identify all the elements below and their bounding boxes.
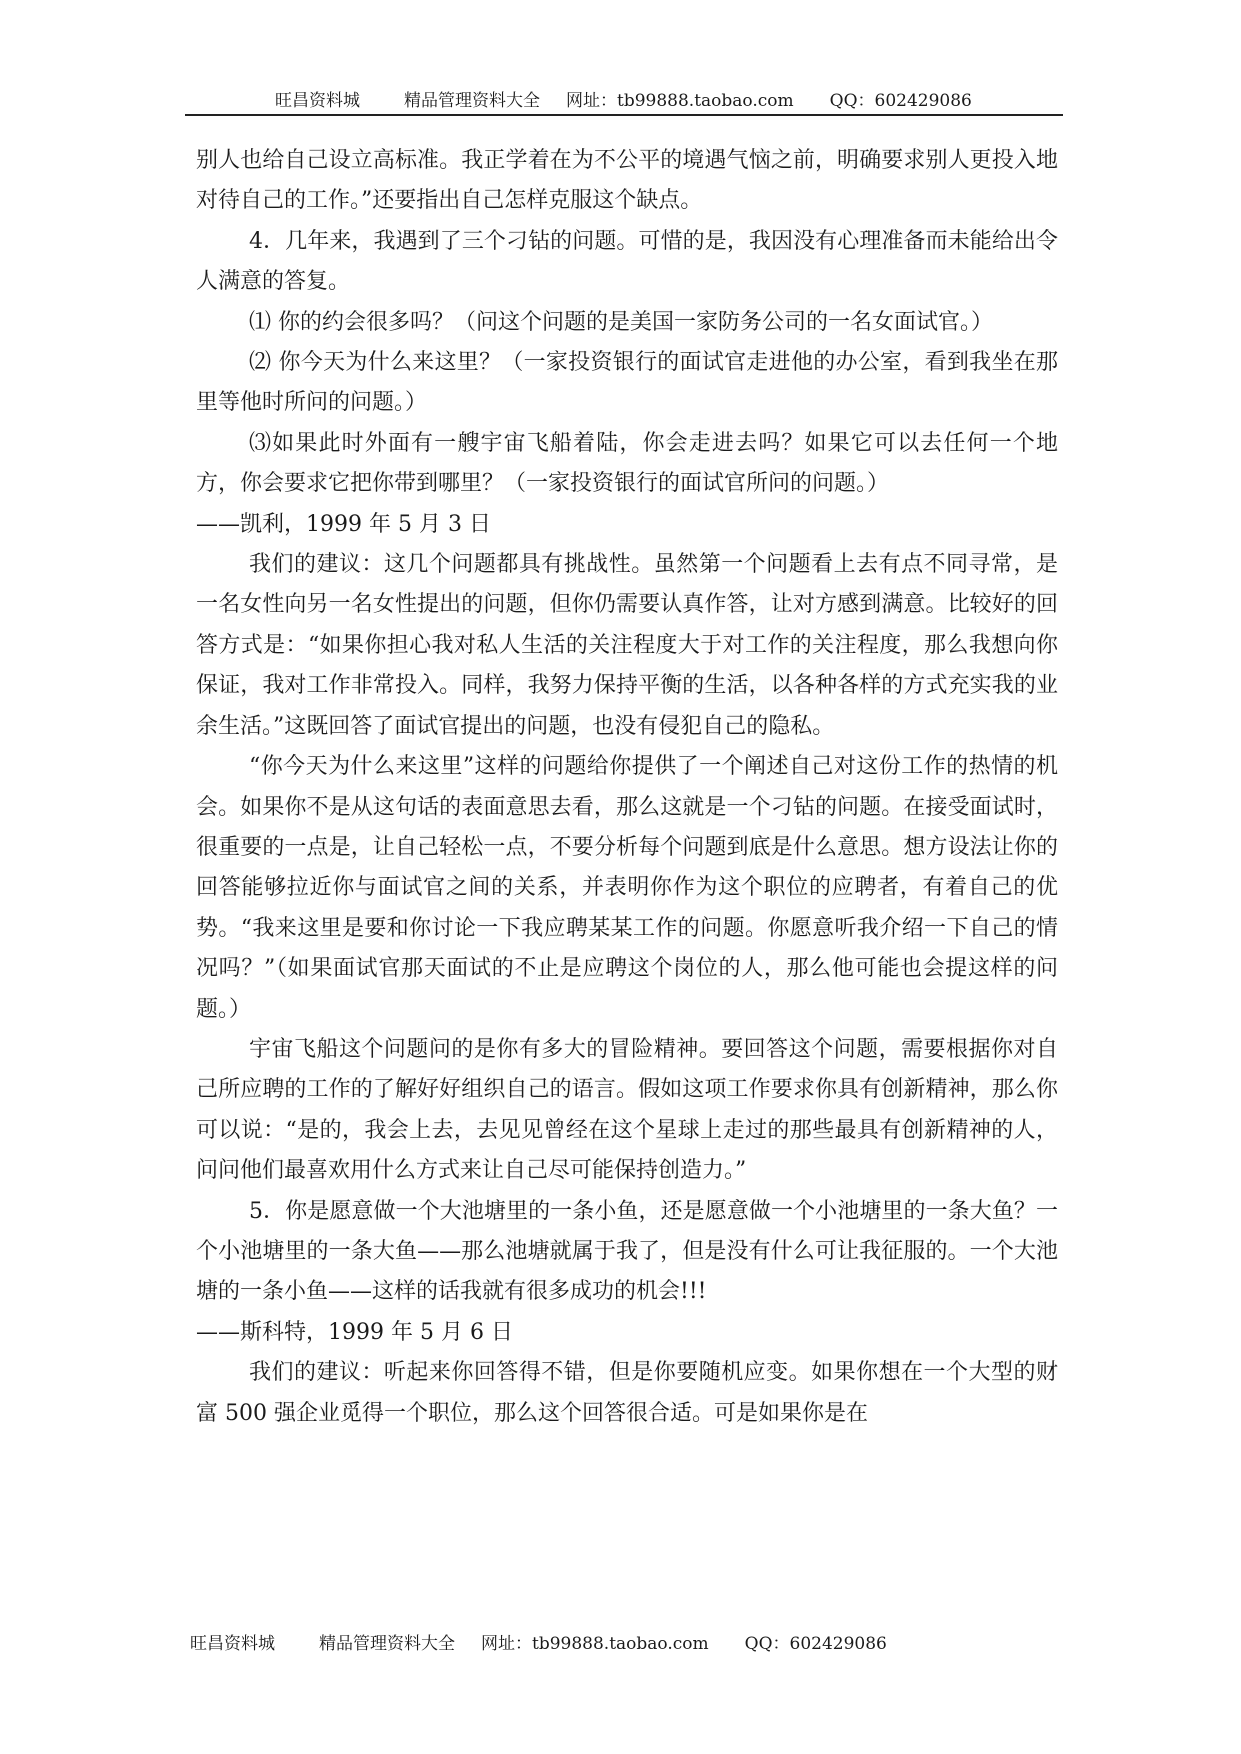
page-footer	[190, 1629, 887, 1654]
header-shop-name: 旺昌资料城	[275, 91, 360, 111]
paragraph-8: “你今天为什么来这里”这样的问题给你提供了一个阐述自己对这份工作的热情的机会。如果你不是从这句话的表面意思去看，那么这就是一个刁钻的问题。在接受面试时，很重要的一点是，让自己轻松一点，不要分析每个问题到底是什么意思。想方设法让你的回答能够拉近你与面试官之间的关系，并表明你作为这个职位的应聘者，有着自己的优势。“我来这里是要和你讨论一下我应聘某某工作的问题。你愿意听我介绍一下自己的情况吗？”（如果面试官那天面试的不止是应聘这个岗位的人，那么他可能也会提这样的问题。）	[196, 754, 1058, 1022]
footer-qq: QQ：602429086	[744, 1634, 887, 1654]
footer-collection-name: 精品管理资料大全	[319, 1634, 455, 1654]
paragraph-10: 5．你是愿意做一个大池塘里的一条小鱼，还是愿意做一个小池塘里的一条大鱼？一个小池塘里的一条大鱼——那么池塘就属于我了，但是没有什么可让我征服的。一个大池塘的一条小鱼——这样的话我就有很多成功的机会!!!	[196, 1198, 1058, 1305]
footer-shop-name: 旺昌资料城	[190, 1634, 275, 1654]
paragraph-9: 宇宙飞船这个问题问的是你有多大的冒险精神。要回答这个问题，需要根据你对自己所应聘的工作的了解好好组织自己的语言。假如这项工作要求你具有创新精神，那么你可以说：“是的，我会上去，去见见曾经在这个星球上走过的那些最具有创新精神的人，问问他们最喜欢用什么方式来让自己尽可能保持创造力。”	[196, 1036, 1058, 1184]
header-collection-name: 精品管理资料大全	[404, 91, 540, 111]
paragraph-3: ⑴ 你的约会很多吗？（问这个问题的是美国一家防务公司的一名女面试官。）	[249, 309, 993, 335]
header-text	[275, 86, 972, 111]
signature-kelly: ——凯利，1999 年 5 月 3 日	[196, 511, 491, 537]
paragraph-5: ⑶如果此时外面有一艘宇宙飞船着陆，你会走进去吗？如果它可以去任何一个地方，你会要求它把你带到哪里？（一家投资银行的面试官所问的问题。）	[196, 430, 1058, 497]
paragraph-7: 我们的建议：这几个问题都具有挑战性。虽然第一个问题看上去有点不同寻常，是一名女性向另一名女性提出的问题，但你仍需要认真作答，让对方感到满意。比较好的回答方式是：“如果你担心我对私人生活的关注程度大于对工作的关注程度，那么我想向你保证，我对工作非常投入。同样，我努力保持平衡的生活，以各种各样的方式充实我的业余生活。”这既回答了面试官提出的问题，也没有侵犯自己的隐私。	[196, 552, 1058, 739]
footer-url: 网址：tb99888.taobao.com	[481, 1634, 709, 1654]
paragraph-4: ⑵ 你今天为什么来这里？（一家投资银行的面试官走进他的办公室，看到我坐在那里等他时所问的问题。）	[196, 350, 1058, 416]
header-qq: QQ：602429086	[829, 91, 972, 111]
paragraph-2: 4．几年来，我遇到了三个刁钻的问题。可惜的是，我因没有心理准备而未能给出令人满意的答复。	[196, 228, 1058, 295]
paragraph-12: 我们的建议：听起来你回答得不错，但是你要随机应变。如果你想在一个大型的财富 500 强企业觅得一个职位，那么这个回答很合适。可是如果你是在	[196, 1360, 1058, 1426]
header-url: 网址：tb99888.taobao.com	[566, 91, 794, 111]
signature-scott: ——斯科特，1999 年 5 月 6 日	[196, 1319, 513, 1345]
page-header	[185, 82, 1063, 116]
document-body	[196, 141, 1058, 1434]
paragraph-1: 别人也给自己设立高标准。我正学着在为不公平的境遇气恼之前，明确要求别人更投入地对待自己的工作。”还要指出自己怎样克服这个缺点。	[196, 148, 1058, 214]
